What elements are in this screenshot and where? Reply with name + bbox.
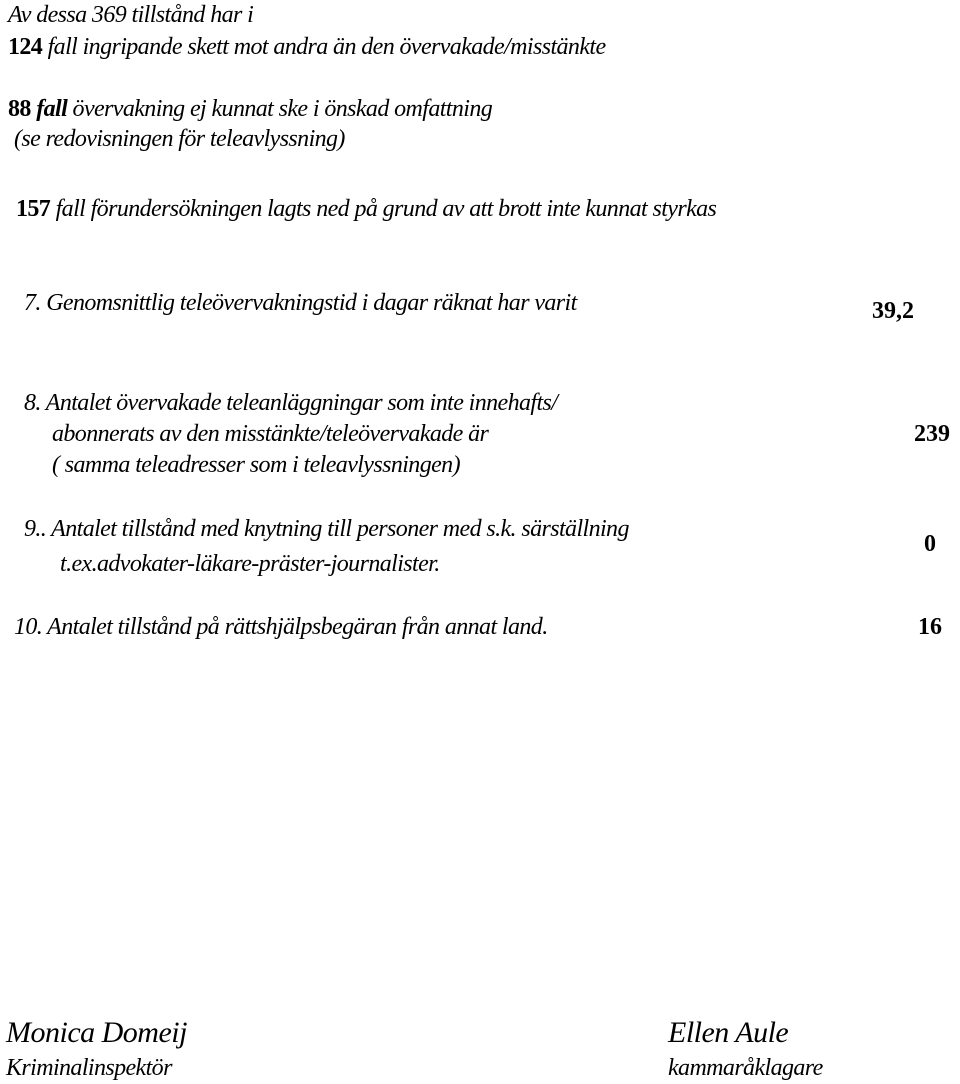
item-9-value: 0	[924, 531, 936, 557]
case-88-note: (se redovisningen för teleavlyssning)	[14, 126, 345, 152]
signature-left-name: Monica Domeij	[6, 1016, 187, 1049]
signature-left-title: Kriminalinspektör	[6, 1055, 172, 1081]
item-7-value: 39,2	[872, 298, 914, 324]
item-9-line2: t.ex.advokater-läkare-präster-journalister.	[60, 551, 440, 577]
case-88-number: 88	[8, 96, 31, 122]
case-124-line	[8, 33, 606, 61]
item-8-line3: ( samma teleadresser som i teleavlyssningen)	[52, 452, 460, 478]
item-10-value: 16	[918, 614, 942, 640]
item-8-value: 239	[914, 421, 950, 447]
item-7-text: 7. Genomsnittlig teleövervakningstid i dagar räknat har varit	[24, 290, 577, 316]
item-10-text: 10. Antalet tillstånd på rättshjälpsbegäran från annat land.	[14, 614, 548, 640]
signature-right-title: kammaråklagare	[668, 1055, 823, 1081]
case-157-line	[16, 195, 716, 223]
case-124-text: fall ingripande skett mot andra än den övervakade/misstänkte	[42, 34, 606, 60]
item-9-line1: 9.. Antalet tillstånd med knytning till personer med s.k. särställning	[24, 516, 629, 542]
case-88-fall: fall	[30, 96, 68, 122]
item-8-line2: abonnerats av den misstänkte/teleövervakade är	[52, 421, 489, 447]
signature-right-name: Ellen Aule	[668, 1016, 789, 1049]
case-157-text: fall förundersökningen lagts ned på grund av att brott inte kunnat styrkas	[50, 196, 717, 222]
case-157-number: 157	[16, 196, 51, 222]
intro-line: Av dessa 369 tillstånd har i	[8, 2, 254, 28]
item-8-line1: 8. Antalet övervakade teleanläggningar som inte innehafts/	[24, 390, 558, 416]
case-124-number: 124	[8, 34, 43, 60]
case-88-text: övervakning ej kunnat ske i önskad omfattning	[67, 96, 493, 122]
case-88-line	[8, 95, 492, 123]
